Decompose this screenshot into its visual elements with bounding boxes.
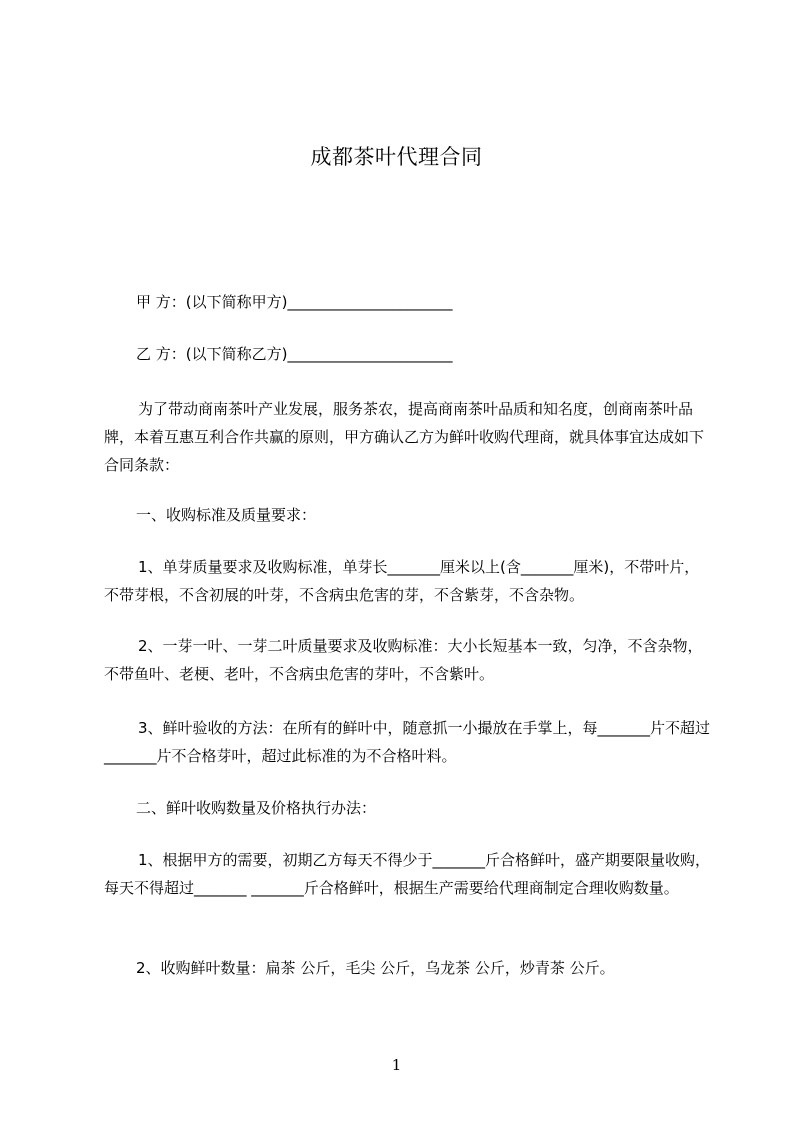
page-number: 1 bbox=[391, 1056, 402, 1074]
section2-heading: 二、鲜叶收购数量及价格执行办法： bbox=[136, 799, 377, 817]
document-title: 成都茶叶代理合同 bbox=[310, 145, 483, 169]
section1-item1-paragraph: 1、单芽质量要求及收购标准，单芽长_______厘米以上(含_______厘米)，不带叶片，不带芽根，不含初展的叶芽，不含病虫危害的芽，不含紫芽，不含杂物。 bbox=[104, 558, 700, 604]
section1-item2-paragraph: 2、一芽一叶、一芽二叶质量要求及收购标准：大小长短基本一致，匀净，不含杂物，不带鱼叶、老梗、老叶，不含病虫危害的芽叶，不含紫叶。 bbox=[104, 637, 703, 683]
party-a-line: 甲 方：(以下简称甲方)______________________ bbox=[136, 293, 453, 311]
section1-item3-paragraph: 3、鲜叶验收的方法：在所有的鲜叶中，随意抓一小撮放在手掌上，每_______片不超过_______片不合格芽叶，超过此标准的为不合格叶料。 bbox=[104, 719, 711, 765]
preamble-paragraph: 为了带动商南茶叶产业发展，服务茶农，提高商南茶叶品质和知名度，创商南茶叶品牌，本着互惠互利合作共赢的原则，甲方确认乙方为鲜叶收购代理商，就具体事宜达成如下合同条款： bbox=[104, 400, 705, 474]
section2-item2-paragraph: 2、收购鲜叶数量：扁茶 公斤，毛尖 公斤，乌龙茶 公斤，炒青茶 公斤。 bbox=[136, 959, 615, 977]
party-b-line: 乙 方：(以下简称乙方)______________________ bbox=[136, 345, 453, 363]
section2-item1-paragraph: 1、根据甲方的需要，初期乙方每天不得少于_______斤合格鲜叶，盛产期要限量收购，每天不得超过_______ _______斤合格鲜叶，根据生产需要给代理商制定合理收购数量。 bbox=[104, 851, 711, 897]
section1-heading: 一、收购标准及质量要求： bbox=[136, 506, 317, 524]
